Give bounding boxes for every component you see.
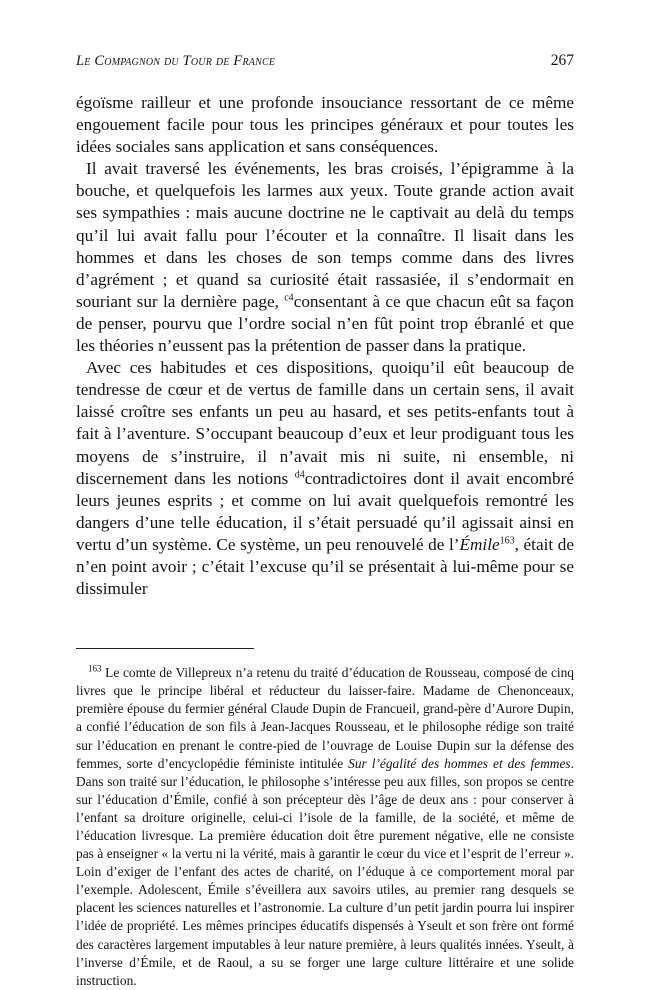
paragraph-2-text-a: Il avait traversé les événements, les bras croisés, l’épigramme à la bouche, et quelquefois les larmes aux yeux. Toute grande action avait ses sympathies : mais aucune doctrine ne le captivait au delà du temps qu’il lui avait fallu pour l’écouter et la connaître. Il lisait dans les hommes et dans les choses de son temps comme dans des livres d’agrément ; et quand sa curiosité était rassasiée, il s’endormait en souriant sur la dernière page, [76, 159, 574, 311]
paragraph-3-text-c: , était de n’en point avoir ; c’était l’excuse qu’il se présentait à lui-même pour se dissimuler [76, 534, 574, 599]
paragraph-2 [76, 158, 574, 357]
footnote-reference[interactable]: 163 [499, 535, 515, 547]
body-text [76, 92, 574, 600]
footnote-separator [76, 648, 254, 649]
paragraph-3-text-a: Avec ces habitudes et ces dispositions, quoiqu’il eût beaucoup de tendresse de cœur et de vertus de famille dans un certain sens, il avait laissé croître ses enfants un peu au hasard, et ses petits-enfants tout à fait à l’aventure. S’occupant beaucoup d’eux et leur prodiguant tous les moyens de s’instruire, il n’avait mis ni suite, ni ensemble, ni discernement dans les notions [76, 358, 574, 488]
footnote-number: 163 [88, 663, 102, 674]
footnote-book-title: Sur l’égalité des hommes et des femmes [348, 755, 571, 771]
footnote-text-b: . Dans son traité sur l’éducation, le philosophe s’intéresse peu aux filles, son propos se centre sur l’éducation d’Émile, confié à son précepteur dès l’âge de deux ans : pour conserver à l’enfant sa droiture originelle, celui-ci l’isole de la famille, de la société, et même de l’éducation livresque. La première éducation doit être purement négative, elle ne consiste pas à enseigner « la vertu ni la vérité, mais à garantir le cœur du vice et l’esprit de l’erreur ». Loin d’exiger de l’enfant des actes de charité, on l’éduque à ce comportement moral par l’exemple. Adolescent, Émile s’éveillera aux savoirs utiles, au premier rang desquels se placent les sciences naturelles et l’astronomie. La culture d’un petit jardin pourra lui inspirer l’idée de propriété. Les mêmes principes éducatifs dispensés à Yseult et son frère ont formé des caractères largement imputables à leur nature première, à leurs qualités innées. Yseult, à l’inverse d’Émile, et de Raoul, a su se forger une large culture littéraire et une solide instruction. [76, 755, 574, 988]
emile-title: Émile [459, 534, 500, 554]
paragraph-1 [76, 92, 574, 158]
edition-marker-d4: d4 [294, 468, 305, 480]
page-number: 267 [550, 52, 574, 69]
running-title: Le Compagnon du Tour de France [76, 53, 276, 69]
running-head [76, 52, 574, 76]
footnote-text-a: Le comte de Villepreux n’a retenu du traité d’éducation de Rousseau, composé de cinq livres que le principe libéral et réducteur du laisser-faire. Madame de Chenonceaux, première épouse du fermier général Claude Dupin de Francueil, grand-père d’Aurore Dupin, a confié l’éducation de son fils à Jean-Jacques Rousseau, et le philosophe rédige son traité sur l’éducation en prenant le contre-pied de l’ouvrage de Louise Dupin sur la défense des femmes, sorte d’encyclopédie féministe intitulée [76, 665, 574, 771]
edition-marker-c4: c4 [284, 292, 294, 304]
paragraph-2-text-b: consentant à ce que chacun eût sa façon de penser, pourvu que l’ordre social n’en fût point trop ébranlé et que les théories n’eussent pas la prétention de passer dans la pratique. [76, 291, 574, 356]
paragraph-3-text-b: contradictoires dont il avait encombré leurs jeunes esprits ; et comme on lui avait quelquefois remontré les dangers d’une telle éducation, il s’était persuadé qu’il agissait ainsi en vertu d’un système. Ce système, un peu renouvelé de l’ [76, 468, 574, 554]
paragraph-1-text: égoïsme railleur et une profonde insouciance ressortant de ce même engouement facile pour tous les principes généraux et pour toutes les idées sociales sans application et sans conséquences. [76, 93, 574, 157]
paragraph-3 [76, 357, 574, 600]
book-page [76, 52, 574, 990]
footnote-163 [76, 664, 574, 990]
